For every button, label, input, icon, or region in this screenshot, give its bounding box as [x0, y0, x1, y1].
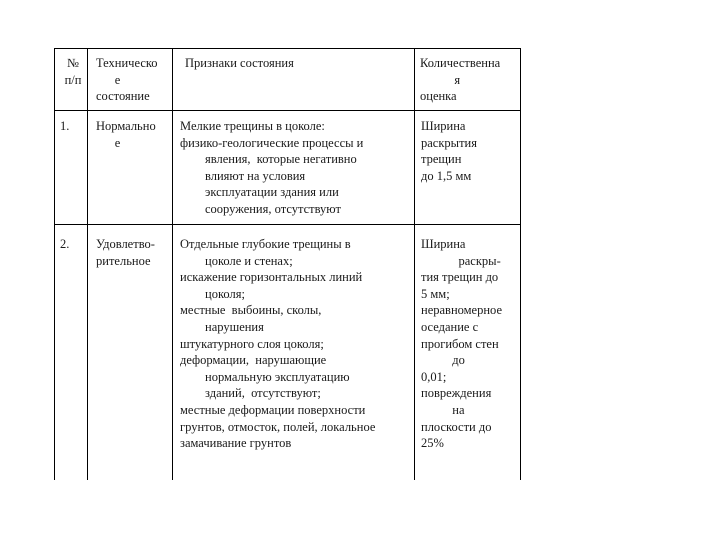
table-row-divider	[54, 224, 521, 225]
row-1-technical-state: Нормально е	[96, 119, 156, 150]
table-border-left	[54, 48, 55, 480]
row-1-number: 1.	[60, 119, 70, 133]
row-2-number: 2.	[60, 237, 70, 251]
table-header-divider	[54, 110, 521, 111]
header-technical-state: Техническо е состояние	[96, 56, 158, 104]
table-column-divider-1	[87, 48, 88, 480]
header-condition-signs: Признаки состояния	[185, 56, 294, 70]
header-number: № п/п	[64, 56, 82, 87]
row-1-condition-signs: Мелкие трещины в цоколе: физико-геологические процессы и явления, которые негативно влияют на условия эксплуатации здания или сооружения, отсутствуют	[180, 119, 364, 216]
table-border-right	[520, 48, 521, 480]
row-2-quantitative-assessment: Ширина раскры- тия трещин до 5 мм; неравномерное оседание с прогибом стен до 0,01; повреждения на плоскости до 25%	[421, 237, 502, 451]
row-2-condition-signs: Отдельные глубокие трещины в цоколе и стенах; искажение горизонтальных линий цоколя; местные выбоины, сколы, нарушения штукатурного слоя цоколя; деформации, нарушающие нормальную эксплуатацию зданий, отсутствуют; местные деформации поверхности грунтов, отмосток, полей, локальное замачивание грунтов	[180, 237, 376, 451]
row-2-technical-state: Удовлетво- рительное	[96, 237, 155, 268]
table-column-divider-2	[172, 48, 173, 480]
header-quantitative-assessment: Количественна я оценка	[420, 56, 501, 104]
row-1-quantitative-assessment: Ширина раскрытия трещин до 1,5 мм	[421, 119, 477, 183]
table-border-top	[54, 48, 521, 49]
table-column-divider-3	[414, 48, 415, 480]
